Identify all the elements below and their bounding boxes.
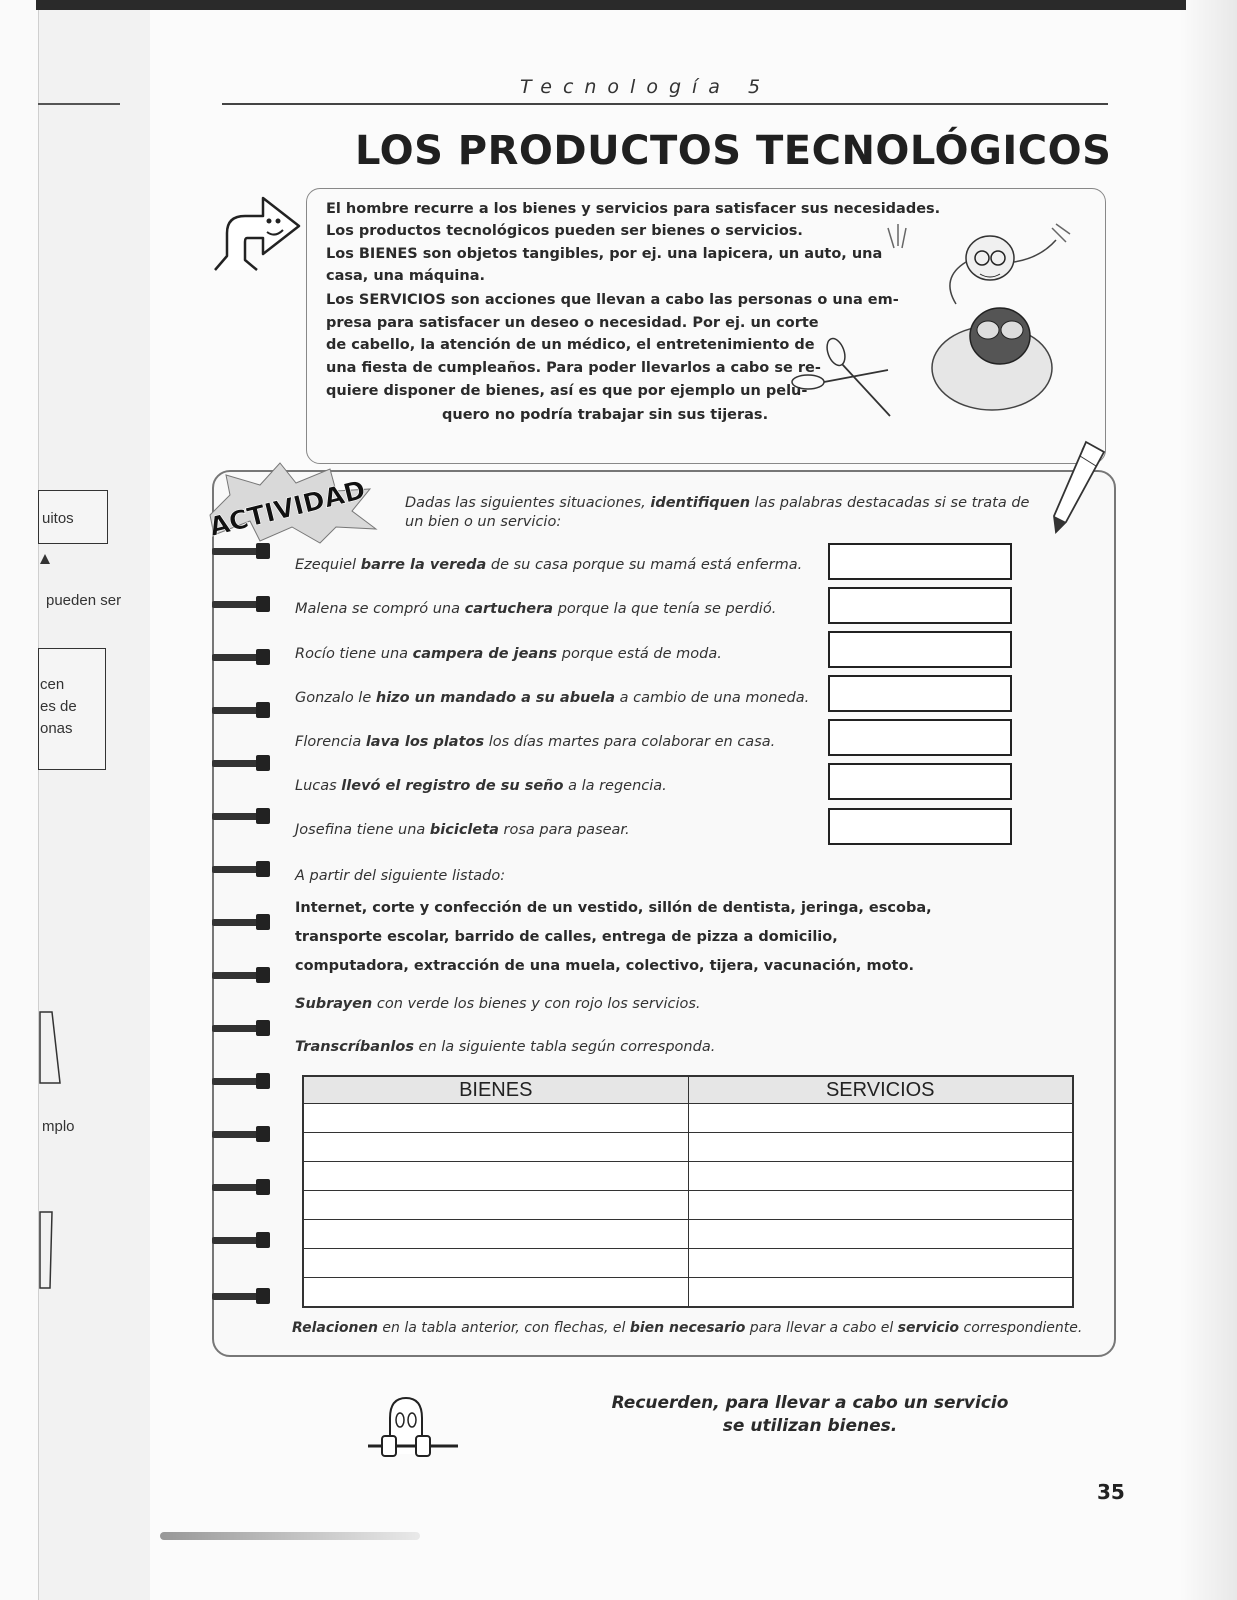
spiral-ring <box>212 916 280 930</box>
info-line: Los SERVICIOS son acciones que llevan a cabo las personas o una em- <box>326 292 899 308</box>
transcribe-instruction: Transcríbanlos en la siguiente tabla según corresponda. <box>295 1039 716 1055</box>
spiral-ring <box>212 1181 280 1195</box>
situation-2: Malena se compró una cartuchera porque la que tenía se perdió. <box>295 601 777 617</box>
adjacent-text-4: es de <box>40 698 77 715</box>
actividad-label: ACTIVIDAD <box>206 475 369 543</box>
underline-instruction: Subrayen con verde los bienes y con rojo los servicios. <box>295 996 701 1012</box>
adjacent-text-3: cen <box>40 676 65 693</box>
situation-3: Rocío tiene una campera de jeans porque está de moda. <box>295 646 722 662</box>
page-gutter <box>0 0 39 1600</box>
adjacent-rule <box>38 103 120 105</box>
answer-box-3[interactable] <box>828 631 1012 668</box>
reminder-line-2: se utilizan bienes. <box>722 1416 898 1436</box>
situation-6: Lucas llevó el registro de su seño a la regencia. <box>295 778 667 794</box>
reminder-note <box>600 1392 1020 1438</box>
spiral-ring <box>212 810 280 824</box>
info-line: casa, una máquina. <box>326 268 486 284</box>
spiral-ring <box>212 1128 280 1142</box>
pencil-icon <box>1040 436 1110 536</box>
table-cell[interactable] <box>688 1278 1073 1308</box>
spiral-ring <box>212 704 280 718</box>
situation-1: Ezequiel barre la vereda de su casa porque su mamá está enferma. <box>295 557 803 573</box>
info-line: Los productos tecnológicos pueden ser bienes o servicios. <box>326 223 803 239</box>
column-header-servicios: SERVICIOS <box>688 1076 1073 1104</box>
table-cell[interactable] <box>688 1220 1073 1249</box>
adjacent-text-6: mplo <box>42 1118 75 1135</box>
adjacent-arrow-icon <box>40 554 50 564</box>
spiral-ring <box>212 598 280 612</box>
actividad-badge <box>200 455 380 545</box>
list-intro: A partir del siguiente listado: <box>295 868 506 884</box>
situation-4: Gonzalo le hizo un mandado a su abuela a cambio de una moneda. <box>295 690 810 706</box>
table-cell[interactable] <box>688 1191 1073 1220</box>
reminder-line-1: Recuerden, para llevar a cabo un servicio <box>611 1393 1009 1413</box>
table-cell[interactable] <box>688 1133 1073 1162</box>
info-line: quero no podría trabajar sin sus tijeras. <box>442 407 769 423</box>
spiral-ring <box>212 1075 280 1089</box>
situation-7: Josefina tiene una bicicleta rosa para pasear. <box>295 822 630 838</box>
situation-5: Florencia lava los platos los días martes para colaborar en casa. <box>295 734 776 750</box>
adjacent-shape-1 <box>38 1010 62 1085</box>
table-cell[interactable] <box>303 1249 688 1278</box>
table-cell[interactable] <box>688 1104 1073 1133</box>
arrow-mascot-icon <box>205 188 305 280</box>
scan-edge <box>36 0 1186 10</box>
header-rule <box>222 103 1108 105</box>
spiral-ring <box>212 863 280 877</box>
info-line: una fiesta de cumpleaños. Para poder llevarlos a cabo se re- <box>326 360 821 376</box>
spiral-ring <box>212 1290 280 1304</box>
answer-box-1[interactable] <box>828 543 1012 580</box>
answer-box-4[interactable] <box>828 675 1012 712</box>
adjacent-text-1: uitos <box>42 510 74 527</box>
ghost-mascot-icon <box>368 1394 468 1474</box>
adjacent-text-5: onas <box>40 720 73 737</box>
adjacent-text-2: pueden ser <box>46 592 122 609</box>
table-cell[interactable] <box>688 1249 1073 1278</box>
info-line: quiere disponer de bienes, así es que por ejemplo un pelu- <box>326 383 808 399</box>
answer-box-5[interactable] <box>828 719 1012 756</box>
word-list: Internet, corte y confección de un vestido, sillón de dentista, jeringa, escoba, transporte escolar, barrido de calles, entrega de pizza a domicilio, computadora, extracción de una muela, colectivo, tijera, vacunación, moto. <box>295 900 932 974</box>
spiral-ring <box>212 545 280 559</box>
table-cell[interactable] <box>303 1191 688 1220</box>
running-head: Tecnología 5 <box>520 76 772 98</box>
table-cell[interactable] <box>303 1104 688 1133</box>
page-title: LOS PRODUCTOS TECNOLÓGICOS <box>355 128 1112 174</box>
page-edge-shadow <box>1180 0 1237 1600</box>
table-cell[interactable] <box>688 1162 1073 1191</box>
table-cell[interactable] <box>303 1133 688 1162</box>
answer-box-6[interactable] <box>828 763 1012 800</box>
activity-instruction: Dadas las siguientes situaciones, identifiquen las palabras destacadas si se trata de un bien o un servicio: <box>405 495 1030 530</box>
spiral-ring <box>212 969 280 983</box>
classification-table <box>302 1075 1074 1308</box>
spiral-ring <box>212 1022 280 1036</box>
answer-box-2[interactable] <box>828 587 1012 624</box>
page-number: 35 <box>1097 1480 1125 1504</box>
scan-artifact <box>160 1532 420 1540</box>
table-cell[interactable] <box>303 1162 688 1191</box>
info-line: El hombre recurre a los bienes y servicios para satisfacer sus necesidades. <box>326 201 941 217</box>
scissors-icon <box>786 330 896 420</box>
spiral-ring <box>212 757 280 771</box>
table-cell[interactable] <box>303 1220 688 1249</box>
barber-illustration-icon <box>880 218 1090 418</box>
answer-box-7[interactable] <box>828 808 1012 845</box>
relate-instruction: Relacionen en la tabla anterior, con flechas, el bien necesario para llevar a cabo el servicio correspondiente. <box>292 1320 1083 1336</box>
adjacent-shape-2 <box>38 1210 54 1290</box>
table-cell[interactable] <box>303 1278 688 1308</box>
info-line: Los BIENES son objetos tangibles, por ej. una lapicera, un auto, una <box>326 246 883 262</box>
info-line: presa para satisfacer un deseo o necesidad. Por ej. un corte <box>326 315 819 331</box>
spiral-ring <box>212 1234 280 1248</box>
column-header-bienes: BIENES <box>303 1076 688 1104</box>
spiral-ring <box>212 651 280 665</box>
info-line: de cabello, la atención de un médico, el entretenimiento de <box>326 337 815 353</box>
